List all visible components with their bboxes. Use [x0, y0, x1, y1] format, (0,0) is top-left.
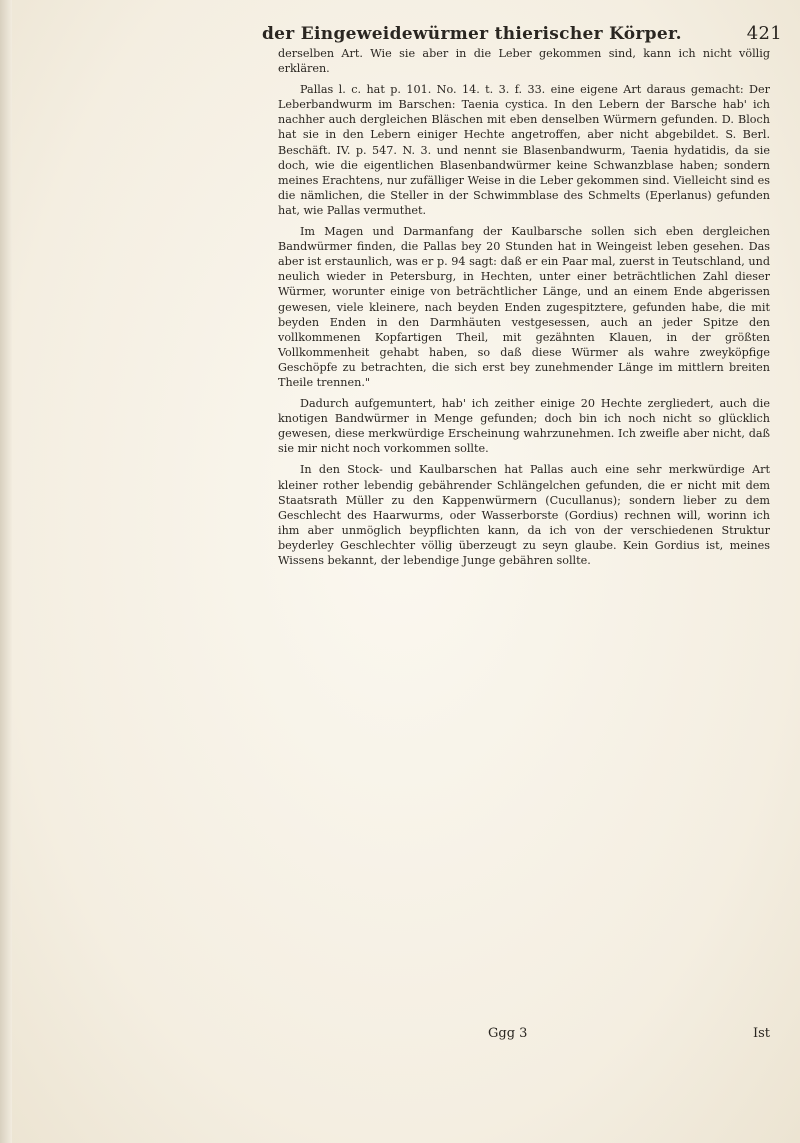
page-gutter [0, 0, 12, 1143]
catchword: Ist [752, 1026, 770, 1041]
paragraph: Dadurch aufgemuntert, hab' ich zeither einige 20 Hechte zergliedert, auch die knotigen Bandwürmer in Menge gefunden; doch bin ich noch nicht so glücklich gewesen, diese merkwürdige Erscheinung wahrzunehmen. Ich zweifle aber nicht, daß sie mir nicht noch vorkommen sollte. [278, 397, 770, 456]
page-number: 421 [746, 23, 782, 44]
paragraph: Im Magen und Darmanfang der Kaulbarsche sollen sich eben dergleichen Bandwürmer finden, die Pallas bey 20 Stunden hat in Weingeist leben gesehen. Das aber ist erstaunlich, was er p. 94 sagt: daß er ein Paar mal, zuerst in Teutschland, und neulich wieder in Petersburg, in Hechten, unter einer beträchtlichen Zahl dieser Würmer, worunter einige von beträchtlicher Länge, und an einem Ende abgerissen gewesen, viele kleinere, nach beyden Enden zugespitztere, gefunden habe, die mit beyden Enden in den Darmhäuten vestgesessen, auch an jeder Spitze den vollkommenen Kopfartigen Theil, mit gezähnten Klauen, in der größten Vollkommenheit gehabt haben, so daß diese Würmer als wahre zweyköpfige Geschöpfe zu betrachten, die sich erst bey zunehmender Länge im mittlern breiten Theile trennen." [278, 225, 770, 389]
page-footer [278, 1026, 770, 1041]
paragraph: Pallas l. c. hat p. 101. No. 14. t. 3. f. 33. eine eigene Art daraus gemacht: Der Leberbandwurm im Barschen: Taenia cystica. In den Lebern der Barsche hab' ich nachher auch dergleichen Bläschen mit eben denselben Würmern gefunden. D. Bloch hat sie in den Lebern einiger Hechte angetroffen, aber nicht abgebildet. S. Berl. Beschäft. IV. p. 547. N. 3. und nennt sie Blasenbandwurm, Taenia hydatidis, da sie doch, wie die eigentlichen Blasenbandwürmer keine Schwanzblase haben; sondern meines Erachtens, nur zufälliger Weise in die Leber gekommen sind. Vielleicht sind es die nämlichen, die Steller in der Schwimmblase des Schmelts (Eperlanus) gefunden hat, wie Pallas vermuthet. [278, 83, 770, 217]
page-body [278, 46, 770, 574]
running-title: der Eingeweidewürmer thierischer Körper. [262, 24, 682, 44]
signature-mark: Ggg 3 [488, 1026, 528, 1041]
paragraph: derselben Art. Wie sie aber in die Leber gekommen sind, kann ich nicht völlig erklären. [278, 47, 770, 76]
running-header [262, 0, 782, 44]
paragraph: In den Stock- und Kaulbarschen hat Pallas auch eine sehr merkwürdige Art kleiner rother lebendig gebährender Schlängelchen gefunden, die er nicht mit dem Staatsrath Müller zu den Kappenwürmern (Cucullanus); sondern lieber zu dem Geschlecht des Haarwurms, oder Wasserborste (Gordius) rechnen will, worinn ich ihm aber unmöglich beypflichten kann, da ich von der verschiedenen Struktur beyderley Geschlechter völlig überzeugt zu seyn glaube. Kein Gordius ist, meines Wissens bekannt, der lebendige Junge gebähren sollte. [278, 463, 770, 567]
